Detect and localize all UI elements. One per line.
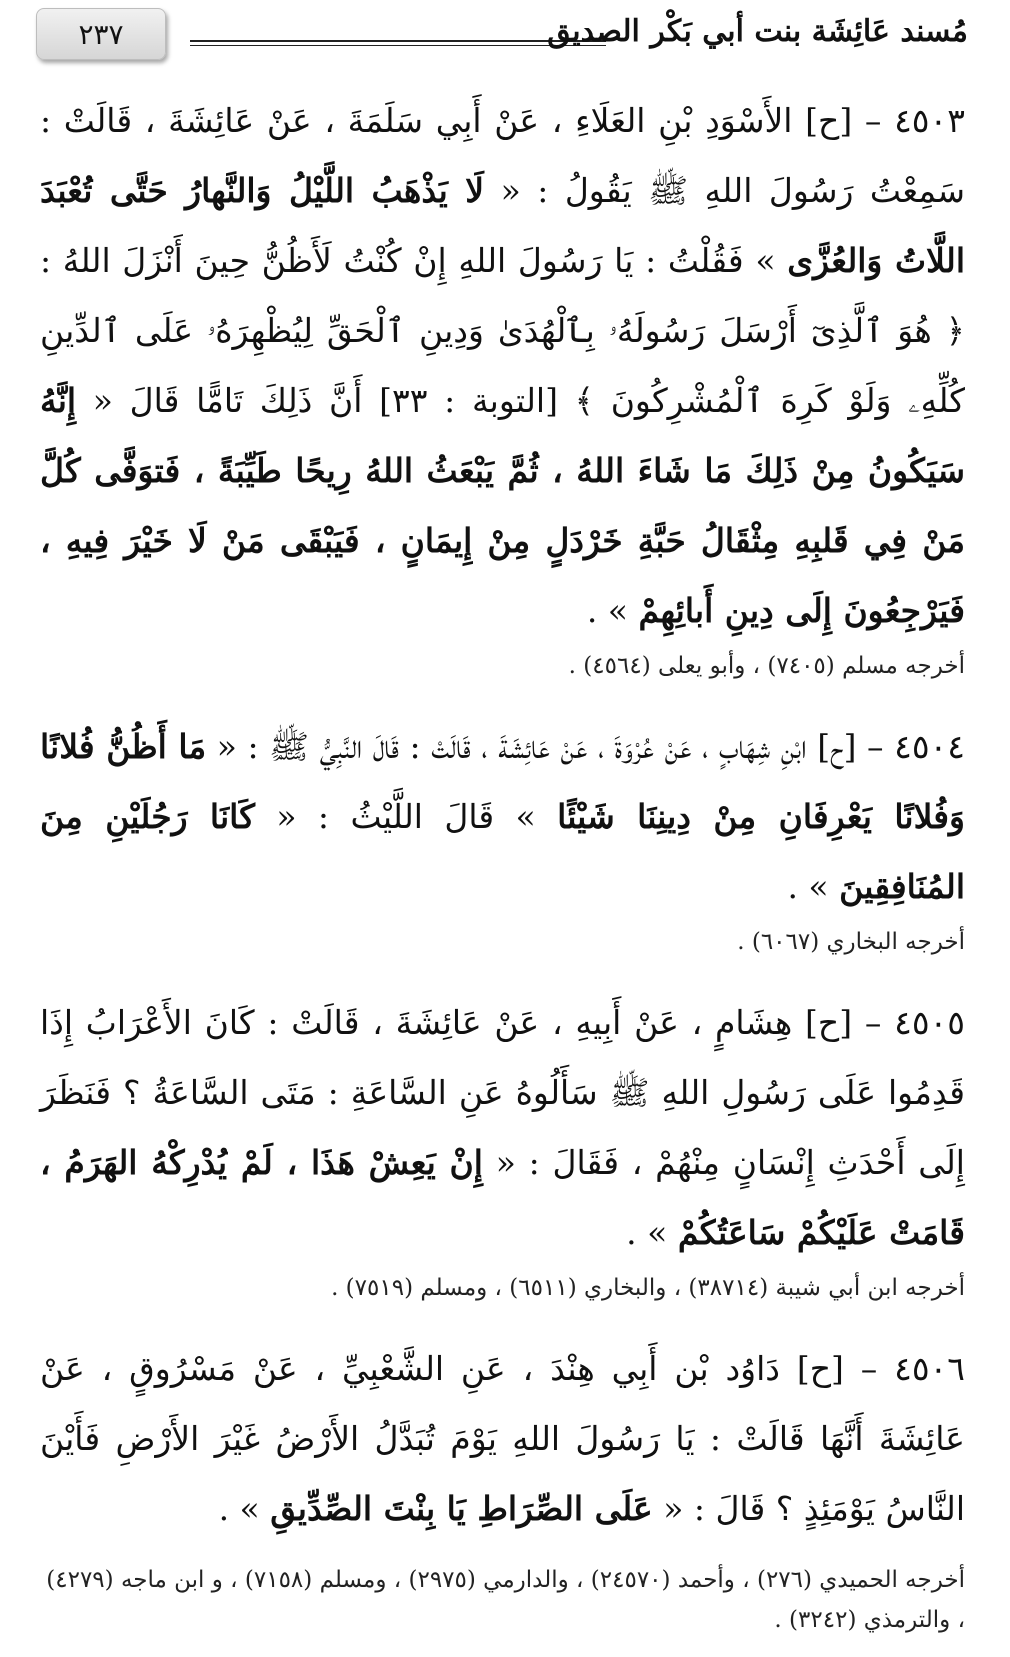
page-header — [36, 8, 974, 62]
prophetic-saying: مَا أَظُنُّ فُلانًا وَفُلانًا يَعْرِفَانِ مِنْ دِينِنَا شَيْئًا — [40, 727, 965, 836]
hadith-text: » . — [586, 591, 628, 630]
prophetic-saying: إِنَّهُ سَيَكُونُ مِنْ ذَلِكَ مَا شَاءَ اللهُ ، ثُمَّ يَبْعَثُ اللهُ رِيحًا طَيِّبَةً ، فَتوَفَّى كُلَّ مَنْ فِي قَلبِهِ مِثْقَالُ حَبَّةِ خَرْدَلٍ مِنْ إِيمَانٍ ، فَيَبْقَى مَنْ لَا خَيْرَ فِيهِ ، فَيَرْجِعُونَ إِلَى دِينِ أَبائِهِمْ — [40, 381, 965, 630]
hadith-text: – [ح] الأَسْوَدِ بْنِ العَلَاءِ ، عَنْ أَبِي سَلَمَةَ ، عَنْ عَائِشَةَ ، قَالَتْ : سَمِعْتُ رَسُولَ اللهِ ﷺ يَقُولُ : « — [40, 101, 965, 210]
prophetic-saying: عَلَى الصِّرَاطِ يَا بِنْتَ الصِّدِّيقِ — [270, 1489, 653, 1528]
page-number-tab — [36, 8, 166, 60]
header-rule — [190, 40, 606, 46]
takhrij-note: أخرجه مسلم (٧٤٠٥) ، وأبو يعلى (٤٥٦٤) . — [568, 653, 965, 679]
takhrij-note: أخرجه ابن أبي شيبة (٣٨٧١٤) ، والبخاري (٦٥١١) ، ومسلم (٧٥١٩) . — [331, 1275, 965, 1301]
hadith-number: ٤٥٠٦ — [894, 1349, 965, 1388]
takhrij-note: أخرجه الحميدي (٢٧٦) ، وأحمد (٢٤٥٧٠) ، والدارمي (٢٩٧٥) ، ومسلم (٧١٥٨) ، و ابن ماجه (٤٢٧٩) ، والترمذي (٣٢٤٢) . — [46, 1567, 965, 1633]
prophetic-saying: إِنْ يَعِشْ هَذَا ، لَمْ يُدْرِكْهُ الهَرَمُ ، قَامَتْ عَلَيْكُمْ سَاعَتُكُمْ — [40, 1143, 965, 1252]
hadith-text: » قَالَ اللَّيْثُ : « — [276, 797, 536, 836]
hadith-number: ٤٥٠٣ — [894, 101, 965, 140]
hadith-text: – [ح] هِشَامٍ ، عَنْ أَبِيهِ ، عَنْ عَائِشَةَ ، قَالَتْ : كَانَ الأَعْرَابُ إِذَا قَدِمُوا عَلَى رَسُولِ اللهِ ﷺ سَأَلُوهُ عَنِ السَّاعَةِ : مَتَى السَّاعَةُ ؟ فَنَظَرَ إِلَى أَحْدَثِ إِنْسَانٍ مِنْهُمْ ، فَقَالَ : « — [40, 1003, 965, 1182]
hadith-4505 — [40, 988, 965, 1268]
hadith-text: » فَقُلْتُ : يَا رَسُولَ اللهِ إِنْ كُنْتُ لَأَظُنُّ حِينَ أَنْزَلَ اللهُ : ﴿ هُوَ ٱلَّذِىٓ أَرْسَلَ رَسُولَهُۥ بِٱلْهُدَىٰ وَدِينِ ٱلْحَقِّ لِيُظْهِرَهُۥ عَلَى ٱلدِّينِ كُلِّهِۦ وَلَوْ كَرِهَ ٱلْمُشْرِكُونَ ﴾ [التوبة : ٣٣] أَنَّ ذَلِكَ تَامًّا قَالَ « — [40, 241, 965, 420]
takhrij-note: أخرجه البخاري (٦٠٦٧) . — [737, 929, 965, 955]
hadith-4504 — [40, 712, 965, 922]
hadith-text: » . — [218, 1489, 260, 1528]
prophetic-saying: لَا يَذْهَبُ اللَّيْلُ وَالنَّهارُ حَتَّى تُعْبَدَ اللَّاتُ وَالعُزَّى — [40, 171, 966, 280]
hadith-text: – [ح] ابْنِ شِهَابٍ ، عَنْ عُرْوَةَ ، عَنْ عَائِشَةَ ، قَالَتْ : قَالَ النَّبِيُّ ﷺ : « — [216, 727, 884, 766]
running-title: مُسند عَائِشَة بنت أبي بَكْر الصديق — [547, 14, 968, 49]
hadith-number: ٤٥٠٤ — [894, 727, 965, 766]
hadith-4506 — [40, 1334, 965, 1544]
hadith-text: » . — [626, 1213, 668, 1252]
hadith-number: ٤٥٠٥ — [894, 1003, 965, 1042]
prophetic-saying: كَانَا رَجُلَيْنِ مِنَ المُنَافِقِينَ — [40, 797, 965, 906]
hadith-text: » . — [787, 867, 829, 906]
page-number: ٢٣٧ — [78, 17, 124, 51]
page-content — [40, 86, 965, 1640]
hadith-4503 — [40, 86, 965, 646]
hadith-text: – [ح] دَاوُد بْن أَبِي هِنْدَ ، عَنِ الشَّعْبِيِّ ، عَنْ مَسْرُوقٍ ، عَنْ عَائِشَةَ أَنَّهَا قَالَتْ : يَا رَسُولَ اللهِ يَوْمَ تُبَدَّلُ الأَرْضُ غَيْرَ الأَرْضِ فَأَيْنَ النَّاسُ يَوْمَئِذٍ ؟ قَالَ : « — [40, 1349, 965, 1528]
